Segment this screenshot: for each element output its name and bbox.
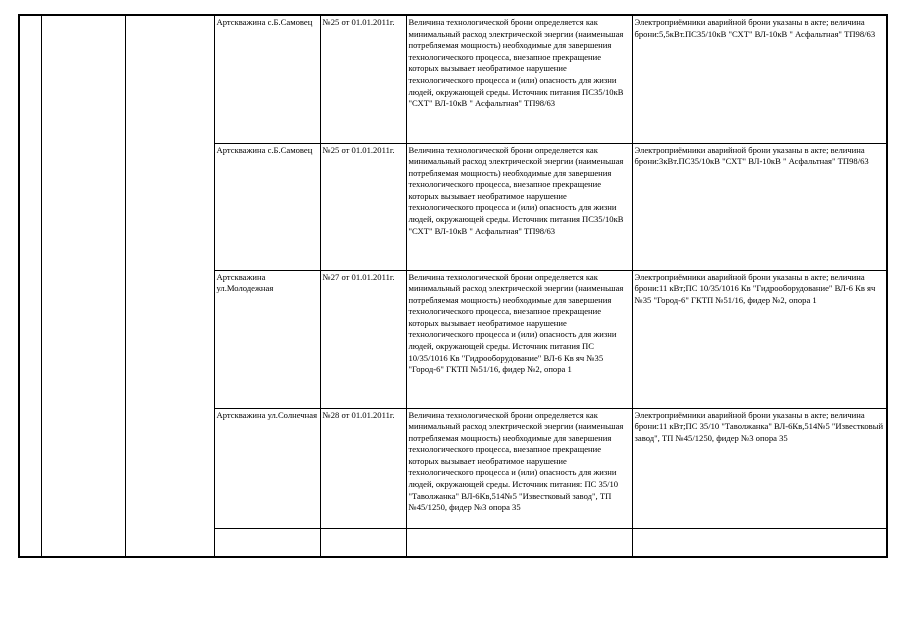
emergency-receivers: Электроприёмники аварийной брони указаны в акте; величина брони:5,5кВт.ПС35/10кВ "СХТ" ВЛ-10кВ " Асфальтная" ТП98/63	[634, 17, 876, 39]
blank-cell-col-3	[125, 143, 214, 270]
object-name-cell	[214, 408, 320, 528]
act-number: №25 от 01.01.2011г.	[322, 144, 395, 155]
blank-cell-col-3	[125, 270, 214, 408]
object-name-cell	[214, 143, 320, 270]
emergency-receivers: Электроприёмники аварийной брони указаны в акте; величина брони:11 кВт;ПС 10/35/1016 Кв "Гидрооборудование" ВЛ-6 Кв яч №35 "Город-6" ГКТП №51/16, фидер №2, опора 1	[634, 271, 876, 305]
emergency-receivers-cell	[632, 15, 887, 143]
reserve-description-cell	[406, 143, 632, 270]
table-row	[19, 270, 887, 408]
empty-cell	[632, 528, 887, 557]
object-name-cell	[214, 15, 320, 143]
blank-cell-col-2	[41, 528, 125, 557]
act-number-cell	[320, 15, 406, 143]
table-row	[19, 15, 887, 143]
blank-cell-col-3	[125, 15, 214, 143]
table-row	[19, 408, 887, 528]
table-row	[19, 143, 887, 270]
reserve-table	[18, 14, 888, 558]
blank-cell-col-2	[41, 408, 125, 528]
emergency-receivers-cell	[632, 143, 887, 270]
blank-cell-col-1	[19, 143, 41, 270]
object-name: Артскважина ул.Молодежная	[216, 271, 274, 294]
emergency-receivers: Электроприёмники аварийной брони указаны в акте; величина брони:3кВт.ПС35/10кВ "СХТ" ВЛ-10кВ " Асфальтная" ТП98/63	[634, 144, 869, 167]
blank-cell-col-1	[19, 408, 41, 528]
empty-cell	[406, 528, 632, 557]
blank-cell-col-1	[19, 15, 41, 143]
reserve-description-cell	[406, 408, 632, 528]
act-number-cell	[320, 270, 406, 408]
blank-cell-col-2	[41, 143, 125, 270]
reserve-description-cell	[406, 270, 632, 408]
reserve-description: Величина технологической брони определяется как минимальный расход электрической энергии (наименьшая потребляемая мощность) необходимые для завершения технологического процесса, внезапное прекращение которых вызывает необратимое нарушение технологического процесса и (или) опасность для жизни людей, окружающей среды. Источник питания ПС 10/35/1016 Кв "Гидрооборудование" ВЛ-6 Кв яч №35 "Город-6" ГКТП №51/16, фидер №2, опора 1	[408, 271, 624, 375]
empty-cell	[214, 528, 320, 557]
object-name: Артскважина с.Б.Самовец	[216, 17, 313, 27]
emergency-receivers: Электроприёмники аварийной брони указаны в акте; величина брони:11 кВт;ПС 35/10 "Таволжанка" ВЛ-6Кв,514№5 "Известковый завод", ТП №45/1250, фидер №3 опора 35	[634, 409, 884, 443]
emergency-receivers-cell	[632, 270, 887, 408]
blank-cell-col-3	[125, 528, 214, 557]
act-number: №27 от 01.01.2011г.	[322, 271, 395, 282]
act-number: №28 от 01.01.2011г.	[322, 409, 395, 420]
blank-cell-col-3	[125, 408, 214, 528]
table-row-trailing	[19, 528, 887, 557]
reserve-description-cell	[406, 15, 632, 143]
blank-cell-col-1	[19, 528, 41, 557]
object-name-cell	[214, 270, 320, 408]
reserve-description: Величина технологической брони определяется как минимальный расход электрической энергии (наименьшая потребляемая мощность) необходимые для завершения технологического процесса, внезапное прекращение которых вызывает необратимое нарушение технологического процесса и (или) опасность для жизни людей, окружающей среды. Источник питания ПС35/10кВ "СХТ" ВЛ-10кВ " Асфальтная" ТП98/63	[408, 144, 624, 236]
empty-cell	[320, 528, 406, 557]
object-name: Артскважина с.Б.Самовец	[216, 144, 313, 155]
blank-cell-col-1	[19, 270, 41, 408]
act-number-cell	[320, 143, 406, 270]
act-number: №25 от 01.01.2011г.	[322, 17, 395, 27]
act-number-cell	[320, 408, 406, 528]
blank-cell-col-2	[41, 15, 125, 143]
blank-cell-col-2	[41, 270, 125, 408]
reserve-description: Величина технологической брони определяется как минимальный расход электрической энергии (наименьшая потребляемая мощность) необходимые для завершения технологического процесса, внезапное прекращение которых вызывает необратимое нарушение технологического процесса и (или) опасность для жизни людей, окружающей среды. Источник питания: ПС 35/10 "Таволжанка" ВЛ-6Кв,514№5 "Известковый завод", ТП №45/1250, фидер №3 опора 35	[408, 409, 624, 513]
emergency-receivers-cell	[632, 408, 887, 528]
object-name: Артскважина ул.Солнечная	[216, 409, 318, 420]
reserve-description: Величина технологической брони определяется как минимальный расход электрической энергии (наименьшая потребляемая мощность) необходимые для завершения технологического процесса, внезапное прекращение которых вызывает необратимое нарушение технологического процесса и (или) опасность для жизни людей, окружающей среды. Источник питания ПС35/10кВ "СХТ" ВЛ-10кВ " Асфальтная" ТП98/63	[408, 17, 624, 109]
